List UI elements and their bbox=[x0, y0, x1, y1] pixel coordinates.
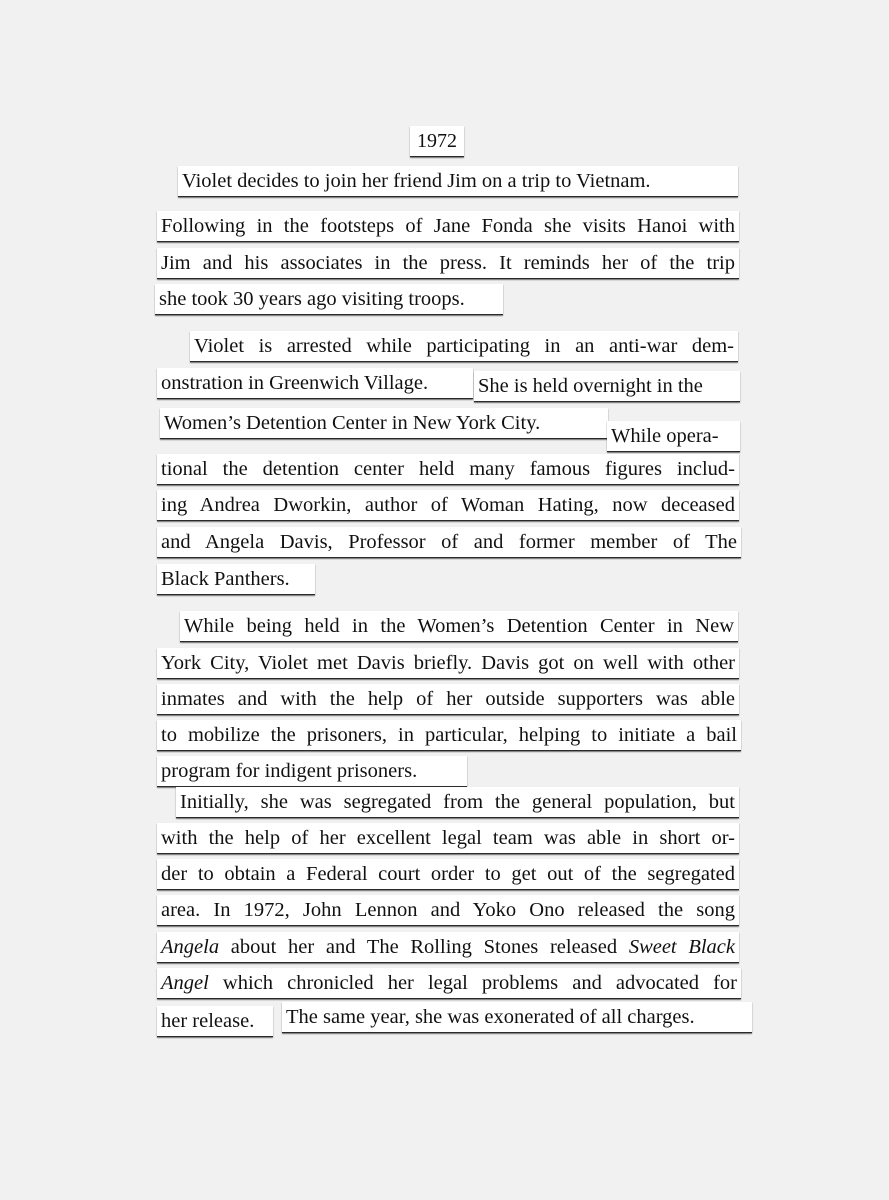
text-strip: Jim and his associates in the press. It reminds her of the trip bbox=[157, 248, 739, 279]
text-strip: Black Panthers. bbox=[157, 564, 315, 595]
text-strip: While opera- bbox=[607, 421, 740, 452]
text-strip: her release. bbox=[157, 1006, 273, 1037]
text-strip: with the help of her excellent legal team was able in short or- bbox=[157, 823, 739, 854]
text-strip: area. In 1972, John Lennon and Yoko Ono released the song bbox=[157, 895, 739, 926]
text-strip: She is held overnight in the bbox=[474, 371, 740, 402]
song-title-angel: Angel bbox=[161, 972, 209, 994]
text-run: which chronicled her legal problems and advocated for bbox=[208, 972, 737, 994]
text-run: about her and The Rolling Stones released bbox=[219, 936, 629, 958]
song-title-sweet-black: Sweet Black bbox=[628, 936, 735, 958]
text-strip: and Angela Davis, Professor of and former member of The bbox=[157, 527, 741, 558]
text-strip: Violet decides to join her friend Jim on a trip to Vietnam. bbox=[178, 166, 738, 197]
text-strip: ing Andrea Dworkin, author of Woman Hating, now deceased bbox=[157, 490, 739, 521]
text-strip: Women’s Detention Center in New York City. bbox=[160, 408, 608, 439]
text-strip: The same year, she was exonerated of all charges. bbox=[282, 1002, 752, 1033]
text-strip: onstration in Greenwich Village. bbox=[157, 368, 473, 399]
song-title-angela: Angela bbox=[161, 936, 220, 958]
text-strip: inmates and with the help of her outside supporters was able bbox=[157, 684, 739, 715]
text-strip: to mobilize the prisoners, in particular, helping to initiate a bail bbox=[157, 720, 741, 751]
text-strip bbox=[157, 968, 741, 999]
text-strip: Following in the footsteps of Jane Fonda she visits Hanoi with bbox=[157, 211, 739, 242]
text-strip: Violet is arrested while participating in an anti-war dem- bbox=[190, 331, 738, 362]
text-strip: der to obtain a Federal court order to get out of the segregated bbox=[157, 859, 739, 890]
text-strip: she took 30 years ago visiting troops. bbox=[155, 284, 503, 315]
text-strip: While being held in the Women’s Detention Center in New bbox=[180, 611, 738, 642]
text-strip: program for indigent prisoners. bbox=[157, 756, 467, 787]
text-strip: Initially, she was segregated from the general population, but bbox=[176, 787, 739, 818]
page-title: 1972 bbox=[410, 126, 464, 157]
text-strip: York City, Violet met Davis briefly. Davis got on well with other bbox=[157, 648, 739, 679]
text-strip bbox=[157, 932, 739, 963]
text-strip: tional the detention center held many famous figures includ- bbox=[157, 454, 739, 485]
